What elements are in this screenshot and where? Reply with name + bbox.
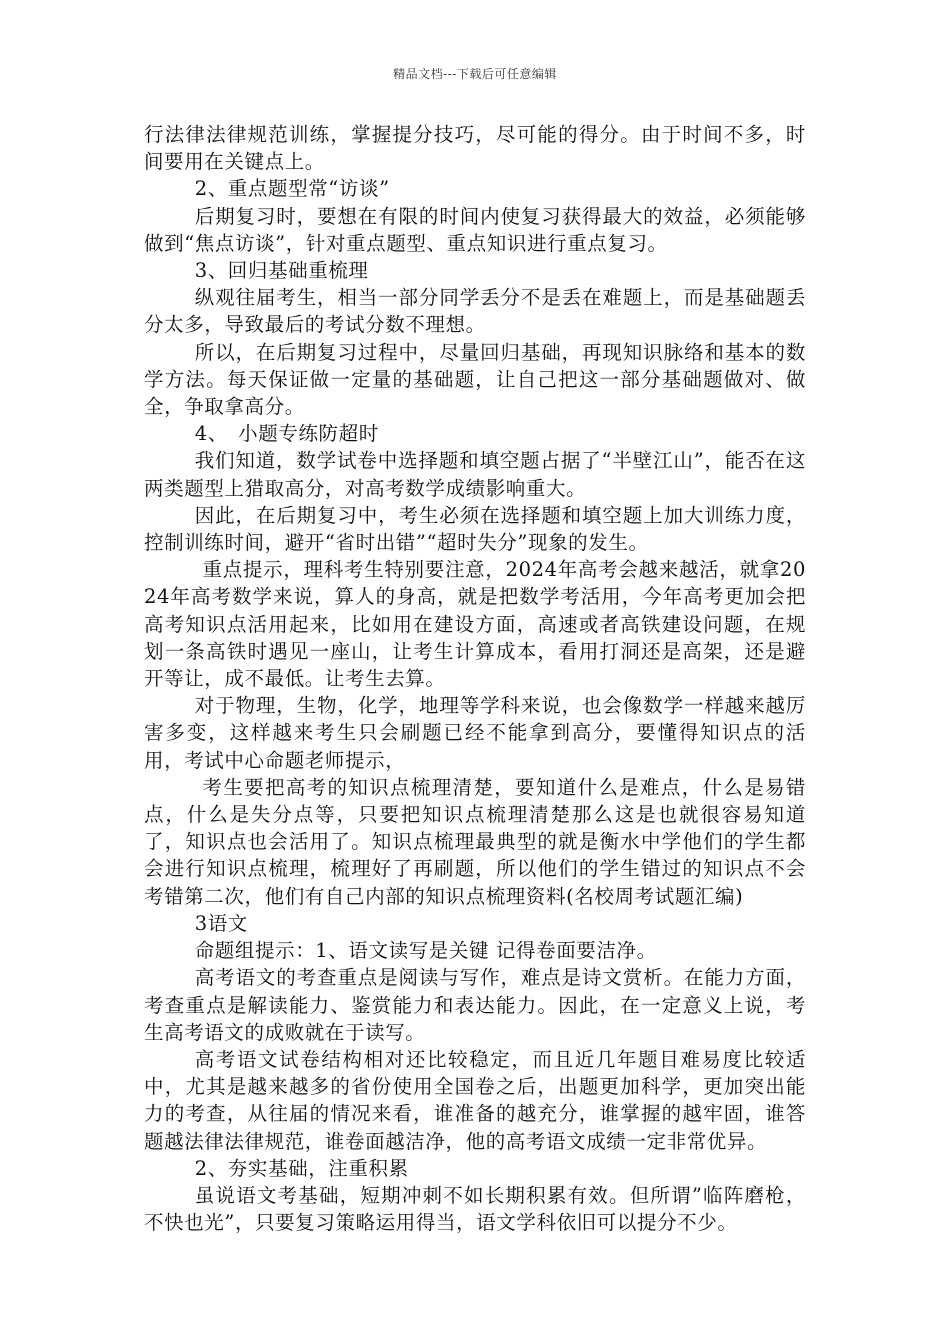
section-heading: 3语文: [194, 911, 248, 935]
section-heading: 2、夯实基础，注重积累: [194, 1156, 409, 1180]
paragraph: 行法律法律规范训练，掌握提分技巧，尽可能的得分。由于时间不多，时间要用在关键点上。: [144, 123, 806, 174]
document-body: [144, 121, 806, 1236]
paragraph: 因此，在后期复习中，考生必须在选择题和填空题上加大训练力度，控制训练时间，避开“省时出错”“超时失分”现象的发生。: [144, 503, 806, 555]
page-header: 精品文档---下载后可任意编辑: [393, 67, 557, 81]
paragraph: 虽说语文考基础，短期冲刺不如长期积累有效。但所谓”临阵磨枪，不快也光”，只要复习策略运用得当，语文学科依旧可以提分不少。: [144, 1183, 806, 1235]
paragraph: 重点提示，理科考生特别要注意，2024年高考会越来越活，就拿2024年高考数学来说，算人的身高，就是把数学考活用，今年高考更加会把高考知识点活用起来，比如用在建设方面，高速或者高铁建设问题，在规划一条高铁时遇见一座山，让考生计算成本，看用打洞还是高架，还是避开等让，成不最低。让考生去算。: [144, 558, 806, 691]
paragraph: 高考语文试卷结构相对还比较稳定，而且近几年题目难易度比较适中，尤其是越来越多的省份使用全国卷之后，出题更加科学，更加突出能力的考查，从往届的情况来看，谁准备的越充分，谁掌握的越牢固，谁答题越法律法律规范，谁卷面越洁净，他的高考语文成绩一定非常优异。: [144, 1047, 806, 1153]
paragraph: 我们知道，数学试卷中选择题和填空题占据了“半壁江山”，能否在这两类题型上猎取高分，对高考数学成绩影响重大。: [144, 449, 806, 500]
paragraph: 后期复习时，要想在有限的时间内使复习获得最大的效益，必须能够做到“焦点访谈”，针对重点题型、重点知识进行重点复习。: [144, 204, 806, 255]
paragraph: 纵观往届考生，相当一部分同学丢分不是丢在难题上，而是基础题丢分太多，导致最后的考试分数不理想。: [144, 286, 806, 337]
paragraph: 命题组提示：1、语文读写是关键 记得卷面要洁净。: [194, 939, 657, 963]
paragraph: 高考语文的考查重点是阅读与写作，难点是诗文赏析。在能力方面，考查重点是解读能力、鉴赏能力和表达能力。因此，在一定意义上说，考生高考语文的成败就在于读写。: [144, 966, 806, 1044]
paragraph: 考生要把高考的知识点梳理清楚，要知道什么是难点，什么是易错点，什么是失分点等，只要把知识点梳理清楚那么这是也就很容易知道了，知识点也会活用了。知识点梳理最典型的就是衡水中学他们的学生都会进行知识点梳理，梳理好了再刷题，所以他们的学生错过的知识点不会考错第二次，他们有自己内部的知识点梳理资料(名校周考试题汇编): [144, 775, 806, 908]
section-heading: 2、重点题型常“访谈”: [194, 177, 390, 201]
paragraph: 对于物理，生物，化学，地理等学科来说，也会像数学一样越来越厉害多变，这样越来考生只会刷题已经不能拿到高分，要懂得知识点的活用，考试中心命题老师提示，: [144, 694, 806, 772]
paragraph: 所以，在后期复习过程中，尽量回归基础，再现知识脉络和基本的数学方法。每天保证做一定量的基础题，让自己把这一部分基础题做对、做全，争取拿高分。: [144, 340, 806, 419]
section-heading: 3、回归基础重梳理: [194, 259, 369, 283]
section-heading: 4、 小题专练防超时: [194, 422, 379, 446]
